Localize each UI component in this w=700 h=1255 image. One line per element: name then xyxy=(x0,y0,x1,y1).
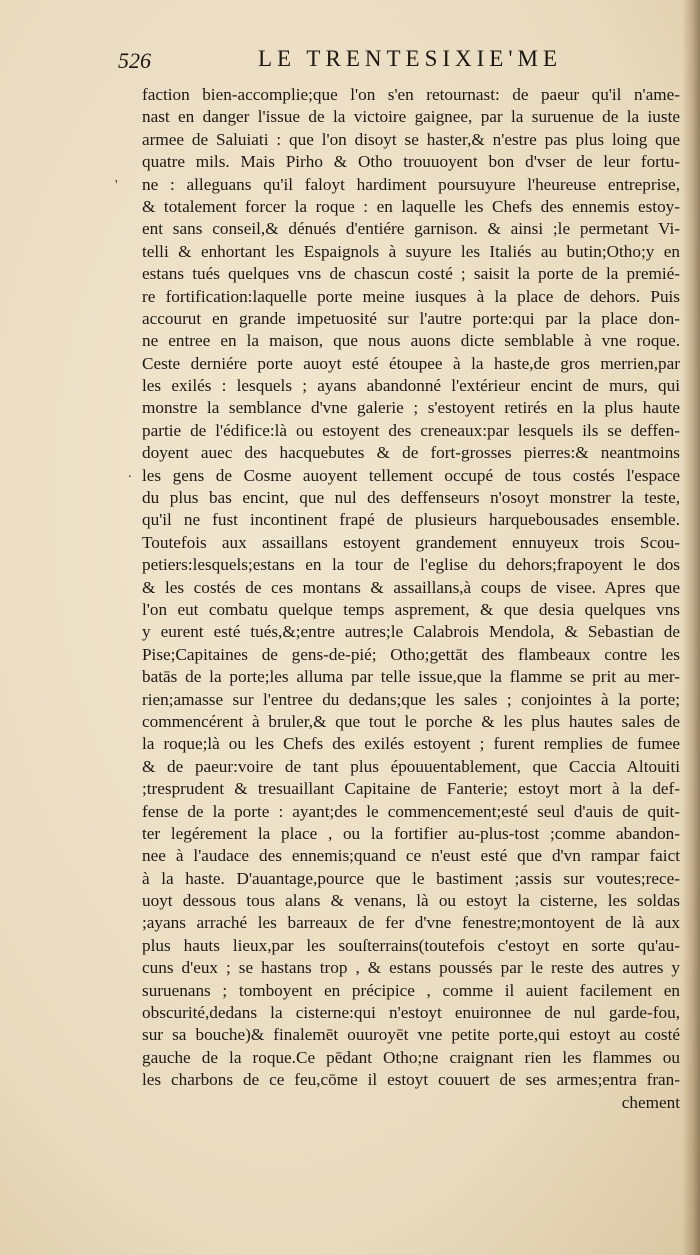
text-line: re fortification:laquelle porte meine iusques à la place de dehors. Puis xyxy=(142,286,680,306)
text-line: du plus bas encint, que nul des deffenseurs n'osoyt monstrer la teste, xyxy=(142,488,680,508)
text-line: doyent auec des hacquebutes & de fort-grosses pierres:& neantmoins xyxy=(142,443,680,463)
text-line: ne entree en la maison, que nous auons dicte semblable à vne roque. xyxy=(142,331,680,351)
text-line: gauche de la roque.Ce pēdant Otho;ne craignant rien les flammes ou xyxy=(142,1047,680,1067)
text-line: fense de la porte : ayant;des le commencement;esté seul d'auis de quit- xyxy=(142,801,680,821)
text-line: Ceste derniére porte auoyt esté étoupee à la haste,de gros merrien,par xyxy=(142,353,680,373)
text-line: ter legérement la place , ou la fortifier au-plus-tost ;comme abandon- xyxy=(142,823,680,843)
text-line: accourut en grande impetuosité sur l'autre porte:qui par la place don- xyxy=(142,308,680,328)
text-line: uoyt dessous tous alans & venans, là ou estoyt la cisterne, les soldas xyxy=(142,891,680,911)
page-edge-shadow xyxy=(682,0,700,1255)
text-line: petiers:lesquels;estans en la tour de l'eglise du dehors;frapoyent le dos xyxy=(142,555,680,575)
text-line: quatre mils. Mais Pirho & Otho trouuoyent bon d'vser de leur fortu- xyxy=(142,152,680,172)
text-line: cuns d'eux ; se hastans trop , & estans poussés par le reste des autres y xyxy=(142,958,680,978)
text-line: la roque;là ou les Chefs des exilés estoyent ; furent remplies de fumee xyxy=(142,734,680,754)
text-line: & de paeur:voire de tant plus épouuentablement, que Caccia Altouiti xyxy=(142,756,680,776)
text-line: monstre la semblance d'vne galerie ; s'estoyent retirés en la plus haute xyxy=(142,398,680,418)
text-line: ;ayans arraché les barreaux de fer d'vne fenestre;montoyent de là aux xyxy=(142,913,680,933)
text-line: qu'il ne fust incontinent frapé de plusieurs harquebousades ensemble. xyxy=(142,510,680,530)
text-line: ent sans conseil,& dénués d'entiére garnison. & ainsi ;le permetant Vi- xyxy=(142,219,680,239)
text-line: nast en danger l'issue de la victoire gaignee, par la suruenue de la iuste xyxy=(142,107,680,127)
text-line: batās de la porte;les alluma par telle issue,que la flamme se prit au mer- xyxy=(142,667,680,687)
text-line: plus hauts lieux,par les souſterrains(toutefois c'estoyt en sorte qu'au- xyxy=(142,935,680,955)
text-line: estans tués quelques vns de chascun costé ; saisit la porte de la premié- xyxy=(142,264,680,284)
text-line: ;tresprudent & tresuaillant Capitaine de Fanterie; estoyt mort à la def- xyxy=(142,779,680,799)
text-line: telli & enhortant les Espaignols à suyure les Italiés au butin;Otho;y en xyxy=(142,241,680,261)
text-line: armee de Saluiati : que l'on disoyt se haster,& n'estre pas plus loing que xyxy=(142,129,680,149)
body-text xyxy=(142,84,680,1114)
text-line: & totalement forcer la roque : en laquelle les Chefs des ennemis estoy- xyxy=(142,196,680,216)
text-line: les exilés : lesquels ; ayans abandonné l'extérieur encint de murs, qui xyxy=(142,376,680,396)
text-line: & les costés de ces montans & assaillans,à coups de visee. Apres que xyxy=(142,577,680,597)
text-line: suruenans ; tomboyent en précipice , comme il auient facilement en xyxy=(142,980,680,1000)
page-number: 526 xyxy=(118,48,151,73)
text-line: obscurité,dedans la cisterne:qui n'estoyt enuironnee de nul garde-fou, xyxy=(142,1003,680,1023)
text-line: Pise;Capitaines de gens-de-pié; Otho;gettāt des flambeaux contre les xyxy=(142,644,680,664)
margin-mark: ' xyxy=(115,178,118,193)
text-line: nee à l'audace des ennemis;quand ce n'eust esté que d'vn rampar faict xyxy=(142,846,680,866)
text-line: commencérent à bruler,& que tout le porche & les plus hautes sales de xyxy=(142,711,680,731)
text-line: à la haste. D'auantage,pource que le bastiment ;assis sur voutes;rece- xyxy=(142,868,680,888)
text-line: les charbons de ce feu,cōme il estoyt couuert de ses armes;entra fran- xyxy=(142,1070,680,1090)
text-line: ne : alleguans qu'il faloyt hardiment poursuyure l'heureuse entreprise, xyxy=(142,174,680,194)
text-line: partie de l'édifice:là ou estoyent des creneaux:par lesquels ils se deffen- xyxy=(142,420,680,440)
catchword: chement xyxy=(621,1092,680,1112)
text-line: faction bien-accomplie;que l'on s'en retournast: de paeur qu'il n'ame- xyxy=(142,85,680,104)
text-line: y eurent esté tués,&;entre autres;le Calabrois Mendola, & Sebastian de xyxy=(142,622,680,642)
text-line: rien;amasse sur l'entree du dedans;que les sales ; conjointes à la porte; xyxy=(142,689,680,709)
text-line: sur sa bouche)& finalemēt ouuroyēt vne petite porte,qui estoyt au costé xyxy=(142,1025,680,1045)
text-line: les gens de Cosme auoyent tellement occupé de tous costés l'espace xyxy=(142,465,680,485)
running-head: LE TRENTESIXIE'ME xyxy=(258,46,562,71)
text-line: Toutefois aux assaillans estoyent grandement ennuyeux trois Scou- xyxy=(142,532,680,552)
text-line: l'on eut combatu quelque temps asprement, & que desia quelques vns xyxy=(142,599,680,619)
margin-mark: . xyxy=(128,466,132,481)
